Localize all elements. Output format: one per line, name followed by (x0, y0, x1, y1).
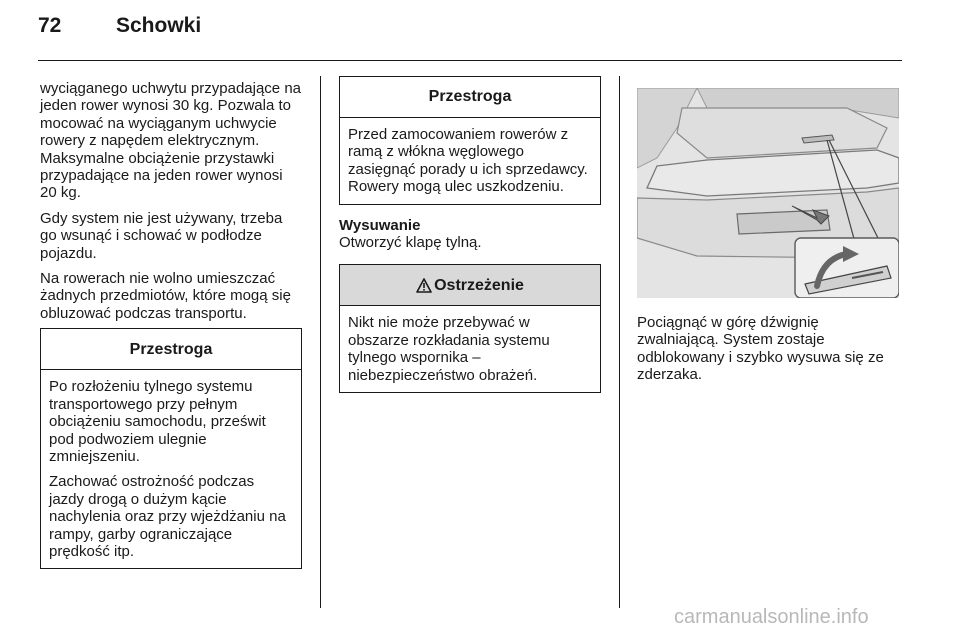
header-rule (38, 60, 902, 61)
page-title: Schowki (116, 14, 202, 37)
warning-heading-bar (340, 265, 600, 306)
paragraph: Na rowerach nie wolno umieszczać żadnych przedmiotów, które mogą się obluzować podczas transportu. (40, 270, 291, 322)
warning-triangle-icon (416, 278, 432, 293)
caution-text: Zachować ostrożność podczas jazdy drogą o dużym kącie nachylenia oraz przy wjeżdżaniu na rampy, garby ograniczające prędkość itp. (49, 473, 286, 560)
column-2 (339, 76, 601, 393)
column-1 (40, 80, 302, 569)
caution-heading: Przestroga (340, 77, 600, 118)
paragraph: Pociągnąć w górę dźwignię zwalniającą. System zostaje odblokowany i szybko wysuwa się ze zderzaka. (637, 314, 884, 384)
caution-box (40, 328, 302, 569)
watermark: carmanualsonline.info (674, 606, 869, 628)
warning-box (339, 264, 601, 393)
column-divider-2 (619, 76, 620, 608)
warning-body (340, 306, 600, 392)
paragraph: Gdy system nie jest używany, trzeba go wsunąć i schować w podłodze pojazdu. (40, 209, 283, 262)
illustration-drawing (637, 88, 899, 298)
instruction-text: Otworzyć klapę tylną. (339, 234, 482, 252)
caution-box (339, 76, 601, 205)
page-number: 72 (38, 14, 62, 37)
caution-text: Przed zamocowaniem rowerów z ramą z włókna węglowego zasięgnąć porady u ich sprzedawcy. Rowery mogą ulec uszkodzeniu. (348, 126, 588, 196)
column-3 (637, 314, 903, 392)
warning-text: Nikt nie może przebywać w obszarze rozkładania systemu tylnego wspornika – niebezpieczeństwo obrażeń. (348, 314, 550, 384)
caution-heading: Przestroga (41, 329, 301, 370)
section-subheading: Wysuwanie (339, 216, 421, 234)
warning-heading: Ostrzeżenie (434, 276, 524, 294)
caution-body (41, 370, 301, 568)
caution-text: Po rozłożeniu tylnego systemu transportowego przy pełnym obciążeniu samochodu, prześwit pod podwoziem ulegnie zmniejszeniu. (49, 378, 266, 465)
rear-bumper-lever-illustration (637, 88, 899, 298)
paragraph: wyciąganego uchwytu przypadające na jeden rower wynosi 30 kg. Pozwala to mocować na wyciąganym uchwycie rowery z napędem elektrycznym. Maksymalne obciążenie przystawki przypadające na jeden rower wynosi 20 kg. (40, 80, 301, 202)
caution-body (340, 118, 600, 204)
column-divider-1 (320, 76, 321, 608)
